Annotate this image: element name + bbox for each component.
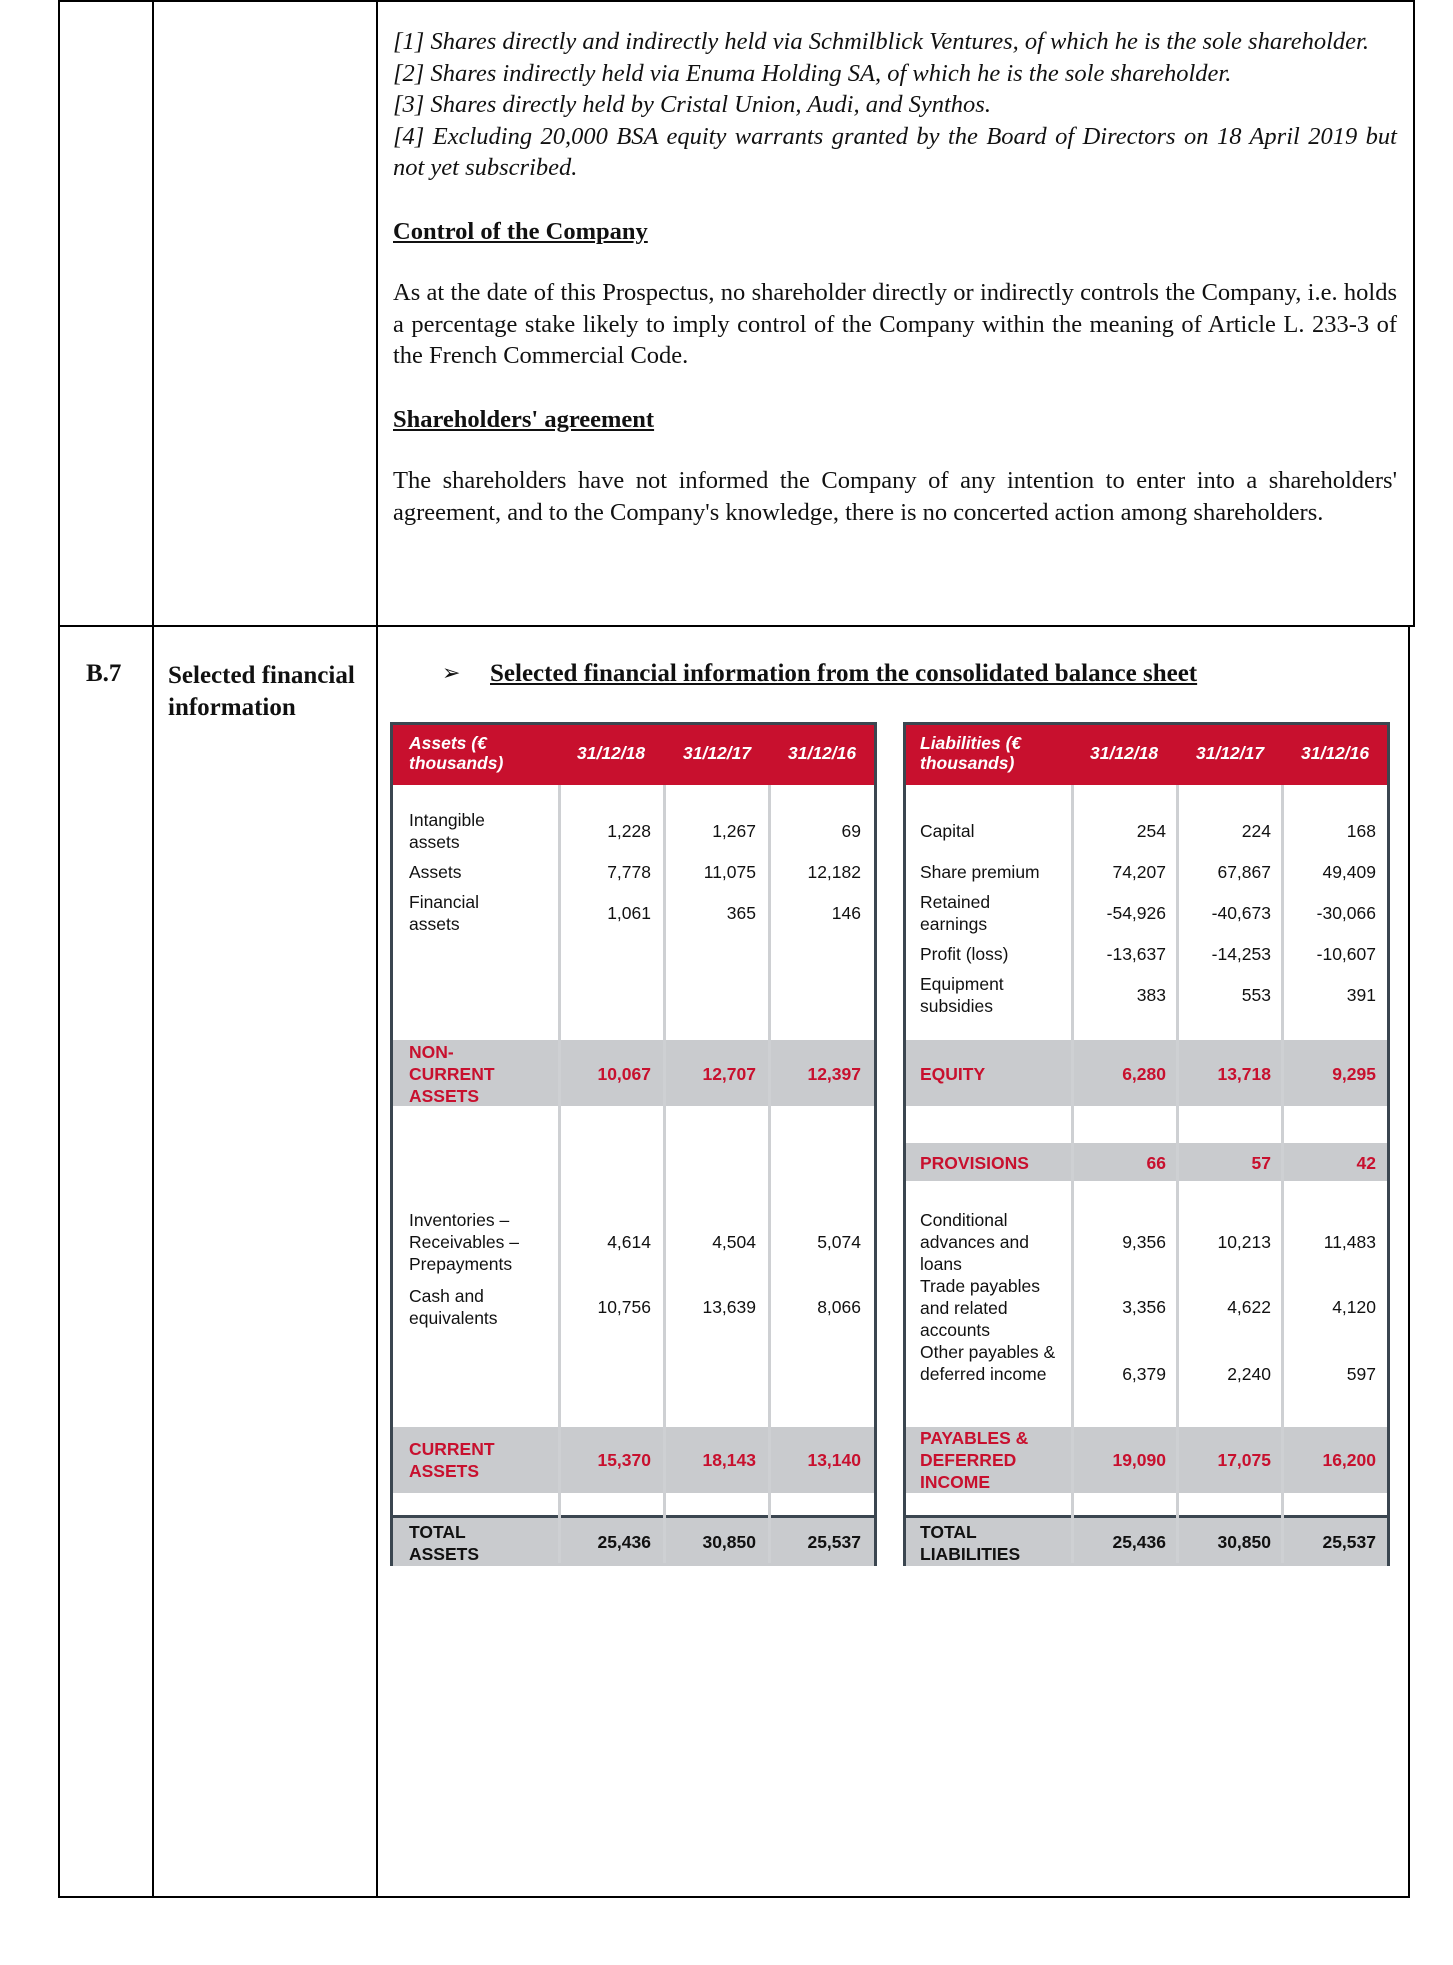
assets-header-2016: 31/12/16 xyxy=(788,743,857,763)
row-label: Inventories – Receivables – Prepayments xyxy=(409,1210,519,1274)
row-value: 10,213 xyxy=(1217,1232,1271,1252)
current-total-value: 15,370 xyxy=(597,1450,651,1470)
shareholder-notes-block xyxy=(393,26,1397,528)
row-value: 4,614 xyxy=(607,1232,651,1252)
row-label: Capital xyxy=(920,821,975,841)
noncurrent-total-value: 10,067 xyxy=(597,1064,651,1084)
row-value: 13,639 xyxy=(702,1297,756,1317)
row-value: 5,074 xyxy=(817,1232,861,1252)
agreement-heading: Shareholders' agreement xyxy=(393,405,655,433)
assets-header-label: Assets (€ thousands) xyxy=(409,733,504,773)
row-label: Retained earnings xyxy=(920,892,991,934)
total-assets-label: TOTAL ASSETS xyxy=(409,1522,480,1564)
row-value: 4,504 xyxy=(712,1232,756,1252)
row-value: 9,356 xyxy=(1122,1232,1166,1252)
row-value: 2,240 xyxy=(1227,1364,1271,1384)
noncurrent-total-label: NON-CURRENT ASSETS xyxy=(409,1042,495,1106)
row-label: Assets xyxy=(409,862,462,882)
frame-top-border xyxy=(58,0,1415,2)
row-value: 4,622 xyxy=(1227,1297,1271,1317)
row-value: 49,409 xyxy=(1322,862,1376,882)
row-value: 365 xyxy=(726,903,756,923)
row-label: Intangible assets xyxy=(409,810,485,852)
liabilities-header-2017: 31/12/17 xyxy=(1196,743,1265,763)
frame-left-border xyxy=(58,0,60,1898)
row-label: Cash and equivalents xyxy=(409,1286,498,1328)
total-assets-value: 25,436 xyxy=(597,1532,651,1552)
row-value: 168 xyxy=(1346,821,1376,841)
assets-header-2018: 31/12/18 xyxy=(577,743,646,763)
liabilities-header-2018: 31/12/18 xyxy=(1090,743,1159,763)
footnote-4: [4] Excluding 20,000 BSA equity warrants granted by the Board of Directors on 18 April 2019 but not yet subscribed. xyxy=(393,122,1397,181)
row-value: 391 xyxy=(1346,985,1376,1005)
row-label: Share premium xyxy=(920,862,1040,882)
frame-col2-divider xyxy=(376,0,378,1898)
row-value: 8,066 xyxy=(817,1297,861,1317)
total-liabilities-value: 25,436 xyxy=(1112,1532,1166,1552)
equity-total-value: 6,280 xyxy=(1122,1064,1166,1084)
row-label: Equipment subsidies xyxy=(920,974,1004,1016)
payables-total-value: 19,090 xyxy=(1112,1450,1166,1470)
row-value: 67,867 xyxy=(1217,862,1271,882)
row-value: 3,356 xyxy=(1122,1297,1166,1317)
row-value: 597 xyxy=(1346,1364,1376,1384)
row-value: 12,182 xyxy=(807,862,861,882)
liabilities-header-2016: 31/12/16 xyxy=(1301,743,1370,763)
arrow-bullet-icon: ➢ xyxy=(442,660,461,685)
row-value: 69 xyxy=(841,821,861,841)
balance-sheet-heading: Selected financial information from the consolidated balance sheet xyxy=(490,660,1198,687)
provisions-value: 66 xyxy=(1146,1153,1166,1173)
row-value: 1,061 xyxy=(607,903,651,923)
row-value: -30,066 xyxy=(1316,903,1376,923)
control-text: As at the date of this Prospectus, no shareholder directly or indirectly controls the Company, i.e. holds a percentage stake likely to imply control of the Company within the meaning of Article L. 233-3 of the French Commercial Code. xyxy=(393,279,1397,369)
row-value: 224 xyxy=(1241,821,1271,841)
assets-header-2017: 31/12/17 xyxy=(683,743,752,763)
equity-total-value: 13,718 xyxy=(1217,1064,1271,1084)
footnote-1: [1] Shares directly and indirectly held via Schmilblick Ventures, of which he is the sole shareholder. xyxy=(393,28,1369,55)
row-value: 553 xyxy=(1241,985,1271,1005)
row-label: Profit (loss) xyxy=(920,944,1009,964)
total-assets-value: 25,537 xyxy=(807,1532,861,1552)
row-value: 1,267 xyxy=(712,821,756,841)
provisions-value: 42 xyxy=(1356,1153,1376,1173)
frame-row-divider xyxy=(58,625,1415,627)
row-value: -14,253 xyxy=(1211,944,1271,964)
row-value: 146 xyxy=(831,903,861,923)
footnote-3: [3] Shares directly held by Cristal Union, Audi, and Synthos. xyxy=(393,91,991,118)
payables-total-value: 16,200 xyxy=(1322,1450,1376,1470)
noncurrent-total-value: 12,707 xyxy=(702,1064,756,1084)
row-label: Financial assets xyxy=(409,892,480,934)
row-value: 254 xyxy=(1136,821,1166,841)
noncurrent-total-value: 12,397 xyxy=(807,1064,861,1084)
row-value: 10,756 xyxy=(597,1297,651,1317)
equity-total-label: EQUITY xyxy=(920,1064,986,1084)
frame-right-border-upper xyxy=(1413,0,1415,627)
liabilities-header-label: Liabilities (€ thousands) xyxy=(920,733,1022,773)
row-value: -40,673 xyxy=(1211,903,1271,923)
row-value: -10,607 xyxy=(1316,944,1376,964)
total-assets-value: 30,850 xyxy=(702,1532,756,1552)
current-total-value: 18,143 xyxy=(702,1450,756,1470)
row-value: 11,483 xyxy=(1323,1232,1376,1252)
equity-total-value: 9,295 xyxy=(1332,1064,1376,1084)
current-gap xyxy=(393,1493,874,1515)
row-label: Conditional advances and loans xyxy=(920,1210,1029,1274)
section-title: Selected financial information xyxy=(168,662,355,721)
payables-gap xyxy=(906,1493,1387,1515)
row-value: 6,379 xyxy=(1122,1364,1166,1384)
provisions-value: 57 xyxy=(1251,1153,1271,1173)
row-value: 1,228 xyxy=(607,821,651,841)
payables-total-label: PAYABLES & DEFERRED INCOME xyxy=(920,1428,1029,1492)
row-label: Trade payables and related accounts xyxy=(920,1276,1040,1340)
assets-table xyxy=(390,722,877,1566)
row-value: 74,207 xyxy=(1112,862,1166,882)
row-value: 383 xyxy=(1136,985,1166,1005)
frame-col1-divider xyxy=(152,0,154,1898)
assets-table-header xyxy=(393,725,874,785)
current-total-value: 13,140 xyxy=(807,1450,861,1470)
payables-total-value: 17,075 xyxy=(1217,1450,1271,1470)
row-value: 7,778 xyxy=(607,862,651,882)
agreement-text: The shareholders have not informed the Company of any intention to enter into a shareholders' agreement, and to the Company's knowledge, there is no concerted action among shareholders. xyxy=(393,467,1397,526)
total-liabilities-value: 30,850 xyxy=(1217,1532,1271,1552)
row-value: 11,075 xyxy=(703,862,756,882)
total-liabilities-value: 25,537 xyxy=(1322,1532,1376,1552)
provisions-label: PROVISIONS xyxy=(920,1153,1029,1173)
row-value: 4,120 xyxy=(1332,1297,1376,1317)
footnote-2: [2] Shares indirectly held via Enuma Holding SA, of which he is the sole shareholder. xyxy=(393,59,1232,87)
total-liabilities-label: TOTAL LIABILITIES xyxy=(920,1522,1021,1564)
liabilities-table xyxy=(903,722,1390,1566)
row-value: -54,926 xyxy=(1106,903,1166,923)
liabilities-table-header xyxy=(906,725,1387,785)
frame-right-border-lower xyxy=(1408,626,1410,1898)
frame-bottom-border xyxy=(58,1896,1410,1898)
control-heading: Control of the Company xyxy=(393,217,648,245)
section-id: B.7 xyxy=(86,660,122,687)
row-value: -13,637 xyxy=(1106,944,1166,964)
row-label: Other payables & deferred income xyxy=(920,1342,1056,1384)
current-total-label: CURRENT ASSETS xyxy=(409,1439,495,1481)
